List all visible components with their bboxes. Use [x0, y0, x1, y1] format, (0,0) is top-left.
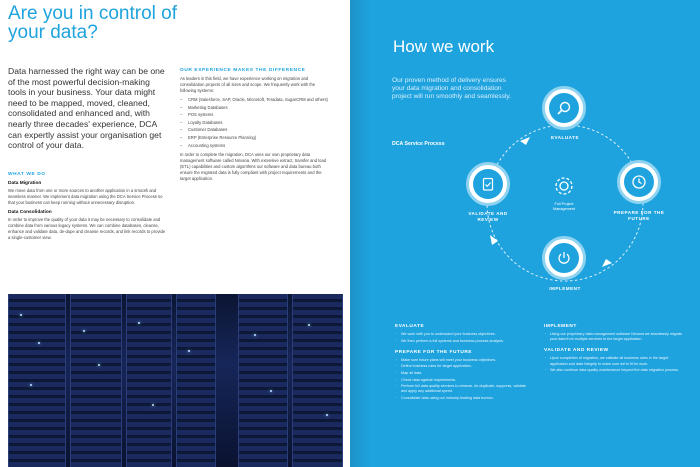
- process-label: DCA Service Process: [392, 141, 445, 147]
- server-rack: [238, 294, 288, 467]
- list-item: · Define business rules for target application.: [395, 364, 530, 369]
- server-light: [254, 334, 256, 336]
- list-item: · Using our proprietary data management software Nirvana we seamlessly migrate your data from multiple services to the target application.: [544, 332, 684, 342]
- validate-label: VALIDATE AND REVIEW: [468, 211, 508, 222]
- validate-node: [466, 162, 510, 206]
- server-light: [38, 342, 40, 344]
- server-rack: [70, 294, 122, 467]
- prepare-node: [617, 160, 661, 204]
- list-item: – Marketing Databases: [180, 105, 330, 111]
- list-item: · We then perform a full systems and business process analysis.: [395, 339, 530, 344]
- what-we-do-section: [8, 172, 168, 241]
- page-spine-shadow: [350, 0, 372, 467]
- list-item: – Customer Databases: [180, 127, 330, 133]
- implement-list: [544, 332, 684, 342]
- server-light: [152, 404, 154, 406]
- list-item: – CRM (Salesforce, SAP, Oracle, Microsoft, Teradata, SugarCRM and others): [180, 97, 330, 103]
- clipboard-check-icon: [480, 176, 496, 192]
- list-item: · Perform full data quality services to cleanse, de-duplicate, suppress, validate and apply any additional spend.: [395, 384, 530, 394]
- server-light: [270, 390, 272, 392]
- experience-closing: In order to complete the migration, DCA uses our own proprietary data management software called Nirvana. With extensive extract, transfer and load (ETL) capabilities and custom algorithms our software and data bureau both ensure the migrated data is fully compliant with project requirements and the target application.: [180, 151, 327, 181]
- magnifier-icon: [556, 100, 572, 116]
- gear-icon: [552, 174, 576, 198]
- full-project-management-label: Full Project Management: [552, 202, 576, 211]
- lede-paragraph: Data harnessed the right way can be one of the most powerful decision-making tools in your business. Your data might need to be mapped, moved, cleaned, consolidated and enhanced and, with nearly three decades' experience, DCA can expertly assist your organisation get control of your data.: [8, 66, 165, 151]
- list-item: – ERP (Enterprise Resource Planning): [180, 135, 330, 141]
- evaluate-node: [542, 86, 586, 130]
- data-consolidation-text: In order to improve the quality of your data it may be necessary to consolidate and combine data from various legacy systems. We can combine databases, cleanse, enhance and validate data, de-dupe and cleanse records, and link records to provide a single-customer view.: [8, 217, 166, 240]
- data-consolidation-title: Data Consolidation: [8, 210, 52, 215]
- clock-icon: [631, 174, 647, 190]
- prepare-label: PREPARE FOR THE FUTURE: [613, 210, 665, 221]
- how-we-work-title: How we work: [393, 37, 495, 56]
- implement-node: [542, 236, 586, 280]
- server-light: [83, 330, 85, 332]
- server-light: [98, 364, 100, 366]
- systems-list: [180, 97, 330, 149]
- server-rack: [126, 294, 172, 467]
- data-migration-text: We move data from one or more sources to another application in a smooth and seamless manner. We implement data migration using the DCA Service Process so that your business can keep running without unnecessary disruption.: [8, 188, 163, 205]
- list-item: · Check data against requirements.: [395, 378, 530, 383]
- server-rack: [8, 294, 66, 467]
- experience-intro: As leaders in this field, we have experience working on migration and consolidation projects of all sizes and scope. We frequently work with the following systems:: [180, 76, 316, 93]
- prepare-heading: PREPARE FOR THE FUTURE: [395, 349, 473, 355]
- experience-heading: OUR EXPERIENCE MAKES THE DIFFERENCE: [180, 68, 306, 73]
- server-light: [326, 414, 328, 416]
- page-title: Are you in control of your data?: [8, 3, 177, 43]
- server-light: [188, 350, 190, 352]
- server-light: [308, 324, 310, 326]
- list-item: – Accounting systems: [180, 143, 330, 149]
- server-light: [30, 384, 32, 386]
- experience-section: [180, 68, 330, 182]
- server-light: [138, 322, 140, 324]
- evaluate-heading: EVALUATE: [395, 324, 425, 329]
- server-light: [20, 314, 22, 316]
- list-item: · Upon completion of migration, we validate all business rules in the target application and data integrity to make sure we're fit for work.: [544, 356, 684, 366]
- steps-column-left: [395, 324, 530, 403]
- server-rack: [292, 294, 343, 467]
- evaluate-list: [395, 332, 530, 344]
- how-we-work-intro: Our proven method of delivery ensures your data migration and consolidation project will run smoothly and seamlessly.: [392, 77, 511, 101]
- list-item: · Consolidate data using our industry-leading data bureau.: [395, 396, 530, 401]
- list-item: · We work with you to understand your business objectives.: [395, 332, 530, 337]
- server-rack: [176, 294, 216, 467]
- list-item: · We also continue data quality maintenance beyond the data migration process.: [544, 368, 684, 373]
- what-we-do-heading: WHAT WE DO: [8, 172, 46, 177]
- data-migration-title: Data Migration: [8, 181, 42, 186]
- list-item: – POS systems: [180, 112, 330, 118]
- power-icon: [556, 250, 572, 266]
- server-room-photo: [8, 294, 343, 467]
- steps-column-right: [544, 324, 684, 375]
- prepare-list: [395, 358, 530, 401]
- list-item: · Make sure future plans will meet your business objectives.: [395, 358, 530, 363]
- evaluate-label: EVALUATE: [550, 135, 580, 140]
- validate-heading: VALIDATE AND REVIEW: [544, 348, 609, 354]
- list-item: · Map all data.: [395, 371, 530, 376]
- validate-list: [544, 356, 684, 373]
- implement-heading: IMPLEMENT: [544, 324, 577, 329]
- implement-label: IMPLEMENT: [549, 286, 581, 291]
- list-item: – Loyalty Databases: [180, 120, 330, 126]
